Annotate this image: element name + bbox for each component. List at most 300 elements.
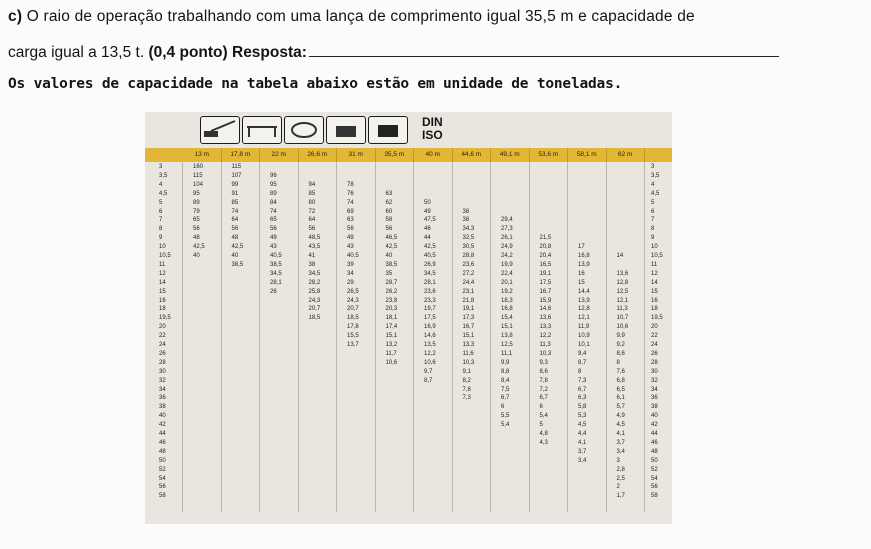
radius-label-right: 34: [651, 386, 658, 393]
radius-label-left: 6: [159, 208, 163, 215]
boom-length-header: 17,8 m: [222, 148, 261, 162]
capacity-cell: 6,7: [539, 395, 548, 402]
radius-label-left: 28: [159, 359, 166, 366]
capacity-cell: 12,2: [424, 350, 436, 357]
capacity-cell: 60: [385, 208, 393, 215]
radius-label-left: 52: [159, 466, 166, 473]
capacity-cell: 6,7: [578, 386, 587, 393]
capacity-cell: 27,2: [462, 270, 475, 277]
capacity-cell: 58: [385, 217, 393, 224]
capacity-cell: 30,5: [462, 244, 475, 251]
capacity-cell: 19,1: [462, 306, 475, 313]
capacity-cell: 42,5: [385, 244, 398, 251]
radius-label-left: 4,5: [159, 190, 168, 197]
capacity-cell: 17,4: [385, 324, 398, 331]
capacity-cell: 38: [308, 261, 316, 268]
radius-label-left: 14: [159, 279, 166, 286]
boom-length-header: 31 m: [337, 148, 376, 162]
radius-label-right: 4: [651, 181, 655, 188]
capacity-cell: 17,5: [424, 315, 436, 322]
capacity-cell: 14,6: [424, 333, 436, 340]
question-text-2: carga igual a 13,5 t.: [8, 44, 149, 61]
radius-label-left: 11: [159, 261, 166, 268]
capacity-cell: 2: [616, 484, 620, 491]
radius-label-right: 22: [651, 333, 658, 340]
capacity-cell: 21,5: [539, 235, 552, 242]
capacity-cell: 13,5: [424, 342, 436, 348]
radius-label-right: 46: [651, 439, 658, 446]
capacity-cell: 26,9: [424, 261, 436, 268]
table-note: Os valores de capacidade na tabela abaixo estão em unidade de toneladas.: [8, 76, 623, 92]
grid-column-line: [452, 162, 453, 512]
capacity-cell: 6,7: [501, 395, 510, 402]
radius-label-right: 19,5: [651, 315, 663, 322]
capacity-cell: 4,1: [616, 431, 625, 437]
capacity-cell: 85: [231, 199, 239, 206]
capacity-cell: 12,8: [616, 279, 629, 286]
radius-label-right: 6: [651, 208, 655, 215]
capacity-cell: 10,9: [578, 333, 590, 340]
capacity-cell: 9,1: [462, 368, 471, 375]
answer-blank-line[interactable]: [309, 44, 779, 57]
capacity-cell: 28,1: [424, 279, 436, 286]
capacity-cell: 38,5: [385, 261, 398, 268]
capacity-cell: 160: [193, 164, 204, 170]
grid-column-line: [182, 162, 183, 512]
capacity-cell: 56: [347, 226, 354, 233]
capacity-cell: 3: [616, 457, 620, 464]
capacity-cell: 64: [308, 217, 316, 224]
capacity-cell: 7,2: [539, 386, 548, 393]
radius-label-left: 26: [159, 350, 166, 357]
capacity-cell: 28,2: [308, 279, 321, 286]
radius-label-left: 54: [159, 475, 166, 482]
radius-label-right: 38: [651, 404, 658, 411]
radius-label-left: 15: [159, 288, 166, 295]
radius-label-right: 40: [651, 413, 658, 420]
capacity-cell: 11,6: [462, 350, 474, 357]
capacity-cell: 16: [578, 270, 585, 277]
capacity-cell: 95: [193, 190, 200, 197]
capacity-cell: 89: [270, 190, 277, 197]
capacity-cell: 11,1: [501, 350, 513, 357]
capacity-cell: 42,5: [231, 244, 244, 251]
capacity-cell: 26: [270, 288, 277, 295]
grid-column-line: [490, 162, 491, 512]
radius-label-right: 54: [651, 475, 658, 482]
capacity-cell: 8,8: [501, 368, 510, 375]
capacity-cell: 29: [347, 279, 354, 286]
capacity-cell: 11,3: [616, 306, 628, 313]
capacity-cell: 56: [385, 226, 393, 233]
capacity-cell: 20,1: [501, 279, 513, 286]
radius-label-left: 5: [159, 199, 163, 206]
capacity-cell: 56: [308, 226, 316, 233]
outrigger-icon: [242, 116, 282, 144]
capacity-cell: 49: [347, 235, 354, 242]
capacity-cell: 2,5: [616, 475, 625, 482]
question-item-label: c): [8, 8, 23, 25]
radius-label-left: 3,5: [159, 172, 168, 179]
capacity-cell: 5,5: [501, 413, 510, 420]
capacity-cell: 15,4: [501, 315, 513, 322]
capacity-cell: 34,5: [424, 270, 436, 277]
radius-label-left: 9: [159, 235, 163, 242]
capacity-cell: 63: [385, 190, 393, 197]
capacity-cell: 8,7: [578, 359, 587, 366]
capacity-cell: 6,3: [578, 395, 587, 402]
capacity-cell: 5,4: [501, 422, 510, 429]
radius-label-right: 36: [651, 395, 658, 402]
capacity-cell: 26,5: [347, 288, 359, 295]
boom-length-header: 13 m: [183, 148, 222, 162]
capacity-cell: 72: [308, 208, 316, 215]
capacity-cell: 69: [347, 208, 354, 215]
capacity-cell: 22,4: [501, 270, 513, 277]
chart-footer: [145, 514, 672, 524]
capacity-cell: 99: [231, 181, 239, 188]
capacity-cell: 19,1: [539, 270, 552, 277]
capacity-cell: 47,5: [424, 217, 436, 224]
grid-column-line: [259, 162, 260, 512]
radius-label-left: 19,5: [159, 315, 171, 322]
radius-label-right: 12: [651, 270, 658, 277]
capacity-cell: 42,5: [193, 244, 205, 251]
radius-label-left: 40: [159, 413, 166, 420]
capacity-cell: 24,9: [501, 244, 513, 251]
capacity-cell: 1,7: [616, 493, 625, 500]
capacity-cell: 7,5: [501, 386, 510, 393]
question-points: (0,4 ponto): [148, 44, 228, 61]
capacity-cell: 34,3: [462, 226, 475, 233]
capacity-cell: 12,8: [578, 306, 590, 313]
capacity-cell: 3,7: [616, 439, 625, 446]
radius-label-left: 12: [159, 270, 166, 277]
capacity-cell: 20,8: [539, 244, 552, 251]
capacity-cell: 19,2: [501, 288, 513, 295]
radius-label-left: 32: [159, 377, 166, 384]
grid-column-line: [221, 162, 222, 512]
radius-label-left: 8: [159, 226, 163, 233]
radius-label-right: 15: [651, 288, 658, 295]
radius-label-right: 28: [651, 359, 658, 366]
boom-length-header: 53,6 m: [530, 148, 569, 162]
capacity-cell: 62: [385, 199, 393, 206]
capacity-cell: 13,3: [462, 342, 475, 348]
radius-label-right: 10,5: [651, 253, 663, 259]
grid-column-line: [567, 162, 568, 512]
capacity-cell: 10,7: [616, 315, 629, 322]
capacity-cell: 10,6: [385, 359, 398, 366]
grid-column-line: [413, 162, 414, 512]
radius-label-right: 18: [651, 306, 658, 313]
capacity-cell: 8,2: [462, 377, 471, 384]
load-chart-photo: [145, 112, 672, 524]
capacity-cell: 15,1: [462, 333, 475, 340]
capacity-cell: 25,8: [308, 288, 321, 295]
boom-length-header: 62 m: [607, 148, 646, 162]
capacity-cell: 15,9: [539, 297, 552, 304]
radius-label-right: 52: [651, 466, 658, 473]
capacity-cell: 13,6: [539, 315, 552, 322]
capacity-cell: 8,7: [424, 377, 433, 384]
capacity-cell: 39: [347, 261, 354, 268]
capacity-cell: 10,3: [462, 359, 475, 366]
question-line-1: [8, 8, 695, 26]
capacity-cell: 4,3: [539, 439, 548, 446]
radius-label-right: 5: [651, 199, 655, 206]
capacity-cell: 23,3: [424, 297, 436, 304]
capacity-cell: 4,1: [578, 439, 587, 446]
capacity-cell: 46: [424, 226, 431, 233]
capacity-cell: 23,6: [462, 261, 475, 268]
boom-length-header: 26,6 m: [299, 148, 338, 162]
capacity-cell: 10,6: [616, 324, 629, 331]
capacity-cell: 49: [270, 235, 277, 242]
radius-label-right: 50: [651, 457, 658, 464]
radius-label-right: 44: [651, 431, 658, 437]
standard-iso: ISO: [422, 128, 443, 142]
capacity-cell: 8,6: [539, 368, 548, 375]
capacity-cell: 56: [193, 226, 200, 233]
radius-label-right: 16: [651, 297, 658, 304]
capacity-cell: 74: [231, 208, 239, 215]
capacity-cell: 35: [385, 270, 393, 277]
capacity-cell: 28,7: [385, 279, 398, 286]
radius-label-left: 44: [159, 431, 166, 437]
capacity-cell: 7,6: [616, 368, 625, 375]
capacity-cell: 96: [270, 172, 277, 179]
capacity-cell: 13,8: [501, 333, 513, 340]
boom-length-header: 35,5 m: [376, 148, 415, 162]
capacity-cell: 6,1: [616, 395, 625, 402]
counterweight-tons-icon: [368, 116, 408, 144]
capacity-cell: 43: [347, 244, 354, 251]
capacity-cell: 12,2: [539, 333, 552, 340]
capacity-cell: 56: [270, 226, 277, 233]
capacity-cell: 43: [270, 244, 277, 251]
capacity-cell: 3,4: [616, 448, 625, 455]
capacity-cell: 18,1: [385, 315, 398, 322]
capacity-cell: 11,9: [578, 324, 590, 331]
radius-label-left: 20: [159, 324, 166, 331]
radius-label-left: 34: [159, 386, 166, 393]
capacity-cell: 18,3: [501, 297, 513, 304]
capacity-cell: 16,8: [501, 306, 513, 313]
capacity-cell: 13,3: [539, 324, 552, 331]
capacity-cell: 19,9: [501, 261, 513, 268]
capacity-cell: 13,7: [347, 342, 359, 348]
capacity-cell: 40,5: [270, 253, 282, 259]
capacity-cell: 14,6: [539, 306, 552, 313]
capacity-cell: 65: [193, 217, 200, 224]
radius-label-left: 10,5: [159, 253, 171, 259]
boom-length-header: 22 m: [260, 148, 299, 162]
answer-label: Resposta:: [227, 44, 307, 61]
capacity-cell: 24,4: [462, 279, 475, 286]
question-line-2: [8, 44, 779, 62]
radius-label-right: 8: [651, 226, 655, 233]
capacity-cell: 6: [539, 404, 543, 411]
capacity-cell: 17,8: [347, 324, 359, 331]
capacity-cell: 6,8: [616, 377, 625, 384]
capacity-cell: 11,3: [539, 342, 551, 348]
radius-label-right: 58: [651, 493, 658, 500]
capacity-cell: 15,5: [347, 333, 359, 340]
capacity-cell: 23,1: [462, 288, 475, 295]
capacity-cell: 63: [347, 217, 354, 224]
capacity-cell: 18,5: [308, 315, 321, 322]
capacity-cell: 17,5: [539, 279, 552, 286]
radius-label-right: 20: [651, 324, 658, 331]
capacity-cell: 15,1: [501, 324, 513, 331]
capacity-cell: 78: [347, 181, 354, 188]
capacity-cell: 16,5: [539, 261, 552, 268]
capacity-cell: 26,2: [385, 288, 398, 295]
radius-label-right: 3,5: [651, 172, 660, 179]
capacity-cell: 34: [347, 270, 354, 277]
radius-label-left: 46: [159, 439, 166, 446]
capacity-cell: 9,7: [424, 368, 433, 375]
capacity-cell: 9,9: [501, 359, 510, 366]
capacity-cell: 40,5: [347, 253, 359, 259]
capacity-cell: 20,3: [385, 306, 398, 313]
capacity-cell: 48: [193, 235, 200, 242]
capacity-cell: 94: [308, 181, 316, 188]
capacity-cell: 34,5: [270, 270, 282, 277]
capacity-cell: 12,1: [616, 297, 629, 304]
capacity-cell: 20,7: [308, 306, 321, 313]
radius-label-left: 48: [159, 448, 166, 455]
radius-label-right: 26: [651, 350, 658, 357]
capacity-cell: 4,5: [616, 422, 625, 429]
radius-label-left: 18: [159, 306, 166, 313]
capacity-cell: 5: [539, 422, 543, 429]
counterweight-icon: [326, 116, 366, 144]
capacity-cell: 4,5: [578, 422, 587, 429]
capacity-cell: 13,9: [578, 261, 590, 268]
capacity-cell: 7,8: [462, 386, 471, 393]
capacity-cell: 9,3: [539, 359, 548, 366]
capacity-cell: 107: [231, 172, 242, 179]
capacity-cell: 23,8: [385, 297, 398, 304]
capacity-cell: 23,6: [424, 288, 436, 295]
capacity-cell: 16,7: [462, 324, 475, 331]
capacity-cell: 14,4: [578, 288, 590, 295]
capacity-cell: 64: [231, 217, 239, 224]
capacity-cell: 2,8: [616, 466, 625, 473]
capacity-cell: 40: [193, 253, 200, 259]
capacity-cell: 13,6: [616, 270, 629, 277]
capacity-cell: 10,1: [578, 342, 590, 348]
capacity-cell: 32,5: [462, 235, 475, 242]
capacity-cell: 91: [231, 190, 239, 197]
standard-label: [422, 116, 443, 142]
capacity-cell: 56: [231, 226, 239, 233]
capacity-cell: 41: [308, 253, 316, 259]
capacity-cell: 38,5: [270, 261, 282, 268]
capacity-cell: 26,1: [501, 235, 513, 242]
radius-label-right: 24: [651, 342, 658, 348]
capacity-cell: 115: [193, 172, 203, 179]
radius-label-right: 9: [651, 235, 655, 242]
capacity-cell: 80: [308, 199, 316, 206]
radius-label-left: 56: [159, 484, 166, 491]
boom-length-header: 44,6 m: [453, 148, 492, 162]
capacity-cell: 8: [616, 359, 620, 366]
radius-label-right: 14: [651, 279, 658, 286]
capacity-cell: 89: [193, 199, 200, 206]
radius-label-right: 7: [651, 217, 655, 224]
capacity-cell: 42,5: [424, 244, 436, 251]
capacity-cell: 95: [270, 181, 277, 188]
radius-label-right: 3: [651, 164, 655, 170]
chart-header-icons: [200, 112, 672, 146]
capacity-cell: 49: [424, 208, 431, 215]
capacity-cell: 50: [424, 199, 431, 206]
radius-label-left: 7: [159, 217, 163, 224]
capacity-cell: 24,3: [347, 297, 359, 304]
capacity-cell: 20,7: [347, 306, 359, 313]
capacity-cell: 28,1: [270, 279, 282, 286]
radius-label-right: 30: [651, 368, 658, 375]
capacity-cell: 34,5: [308, 270, 321, 277]
capacity-cell: 15,1: [385, 333, 398, 340]
radius-label-left: 4: [159, 181, 163, 188]
grid-column-line: [644, 162, 645, 512]
grid-column-line: [298, 162, 299, 512]
capacity-cell: 85: [308, 190, 316, 197]
capacity-cell: 3,4: [578, 457, 587, 464]
radius-label-left: 30: [159, 368, 166, 375]
capacity-cell: 10,3: [539, 350, 552, 357]
capacity-cell: 38: [462, 208, 470, 215]
capacity-cell: 43,5: [308, 244, 321, 251]
capacity-cell: 27,3: [501, 226, 513, 233]
capacity-cell: 7,3: [462, 395, 471, 402]
capacity-cell: 5,3: [578, 413, 587, 420]
capacity-cell: 6,5: [616, 386, 625, 393]
capacity-cell: 11,7: [385, 350, 397, 357]
capacity-cell: 16,9: [424, 324, 436, 331]
capacity-cell: 8,6: [616, 350, 625, 357]
radius-label-left: 36: [159, 395, 166, 402]
capacity-cell: 20,4: [539, 253, 552, 259]
capacity-cell: 3,7: [578, 448, 587, 455]
capacity-cell: 14: [616, 253, 624, 259]
boom-length-header: 49,1 m: [491, 148, 530, 162]
capacity-cell: 5,8: [578, 404, 587, 411]
capacity-cell: 7,3: [578, 377, 587, 384]
capacity-cell: 8: [578, 368, 582, 375]
capacity-cell: 46,5: [385, 235, 398, 242]
capacity-cell: 38: [462, 217, 470, 224]
grid-column-line: [336, 162, 337, 512]
radius-label-left: 50: [159, 457, 166, 464]
standard-din: DIN: [422, 115, 443, 129]
capacity-cell: 65: [270, 217, 277, 224]
capacity-cell: 44: [424, 235, 431, 242]
radius-label-right: 48: [651, 448, 658, 455]
question-text: O raio de operação trabalhando com uma lança de comprimento igual 35,5 m e capacidade de: [22, 8, 695, 25]
radius-label-left: 58: [159, 493, 166, 500]
capacity-cell: 40: [231, 253, 239, 259]
capacity-cell: 13,2: [385, 342, 398, 348]
grid-column-line: [529, 162, 530, 512]
capacity-cell: 5,4: [539, 413, 548, 420]
capacity-cell: 40,5: [424, 253, 436, 259]
capacity-cell: 115: [231, 164, 242, 170]
